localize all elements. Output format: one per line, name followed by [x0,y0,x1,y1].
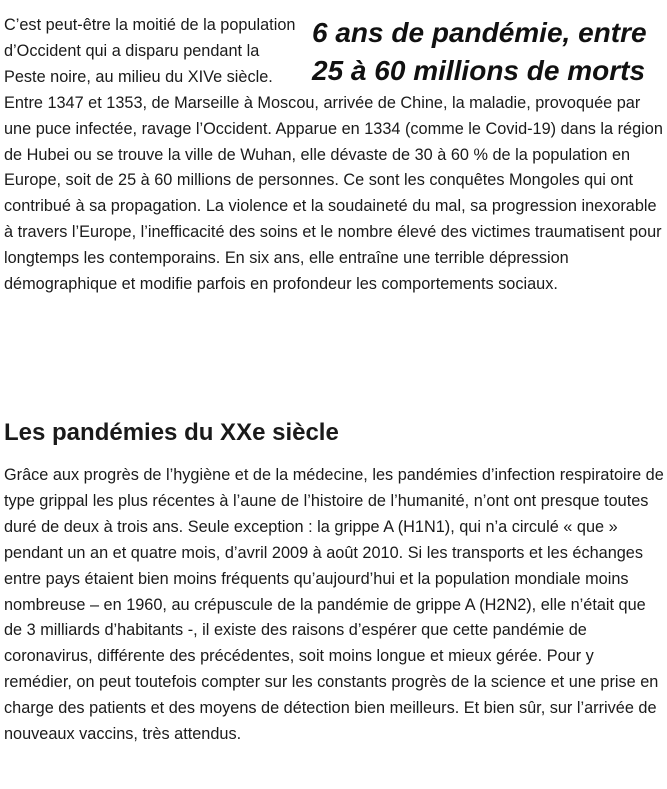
intro-paragraph: C’est peut-être la moitié de la population d’Occident qui a disparu pendant la Peste noire, au milieu du XIVe siècle. Entre 1347 et 1353, de Marseille à Moscou, arrivée de Chine, la maladie, provoquée par une puce infectée, ravage l’Occident. Apparue en 1334 (comme le Covid-19) dans la région de Hubei ou se trouve la ville de Wuhan, elle dévaste de 30 à 60 % de la population en Europe, soit de 25 à 60 millions de personnes. Ce sont les conquêtes Mongoles qui ont contribué à sa propagation. La violence et la soudaineté du mal, sa progression inexorable à travers l’Europe, l’inefficacité des soins et le nombre élevé des victimes traumatisent pour longtemps les contemporains. En six ans, elle entraîne une terrible dépression démographique et modifie parfois en profondeur les comportements sociaux. [4,16,663,294]
article-intro [4,13,664,298]
pull-quote: 6 ans de pandémie, entre 25 à 60 millions de morts [312,17,647,86]
section-heading: Les pandémies du XXe siècle [4,419,339,446]
section-paragraph: Grâce aux progrès de l’hygiène et de la médecine, les pandémies d’infection respiratoire de type grippal les plus récentes à l’aune de l’histoire de l’humanité, n’ont ont presque toutes duré de deux à trois ans. Seule exception : la grippe A (H1N1), qui n’a circulé « que » pendant un an et quatre mois, d’avril 2009 à août 2010. Si les transports et les échanges entre pays étaient bien moins fréquents qu’aujourd’hui et la population mondiale moins nombreuse – en 1960, au crépuscule de la pandémie de grippe A (H2N2), elle n’était que de 3 milliards d’habitants -, il existe des raisons d’espérer que cette pandémie de coronavirus, différente des précédentes, soit moins longue et mieux gérée. Pour y remédier, on peut toutefois compter sur les constants progrès de la science et une prise en charge des patients et des moyens de détection bien meilleurs. Et bien sûr, sur l’arrivée de nouveaux vaccins, très attendus. [4,466,664,744]
article-section [4,463,664,748]
